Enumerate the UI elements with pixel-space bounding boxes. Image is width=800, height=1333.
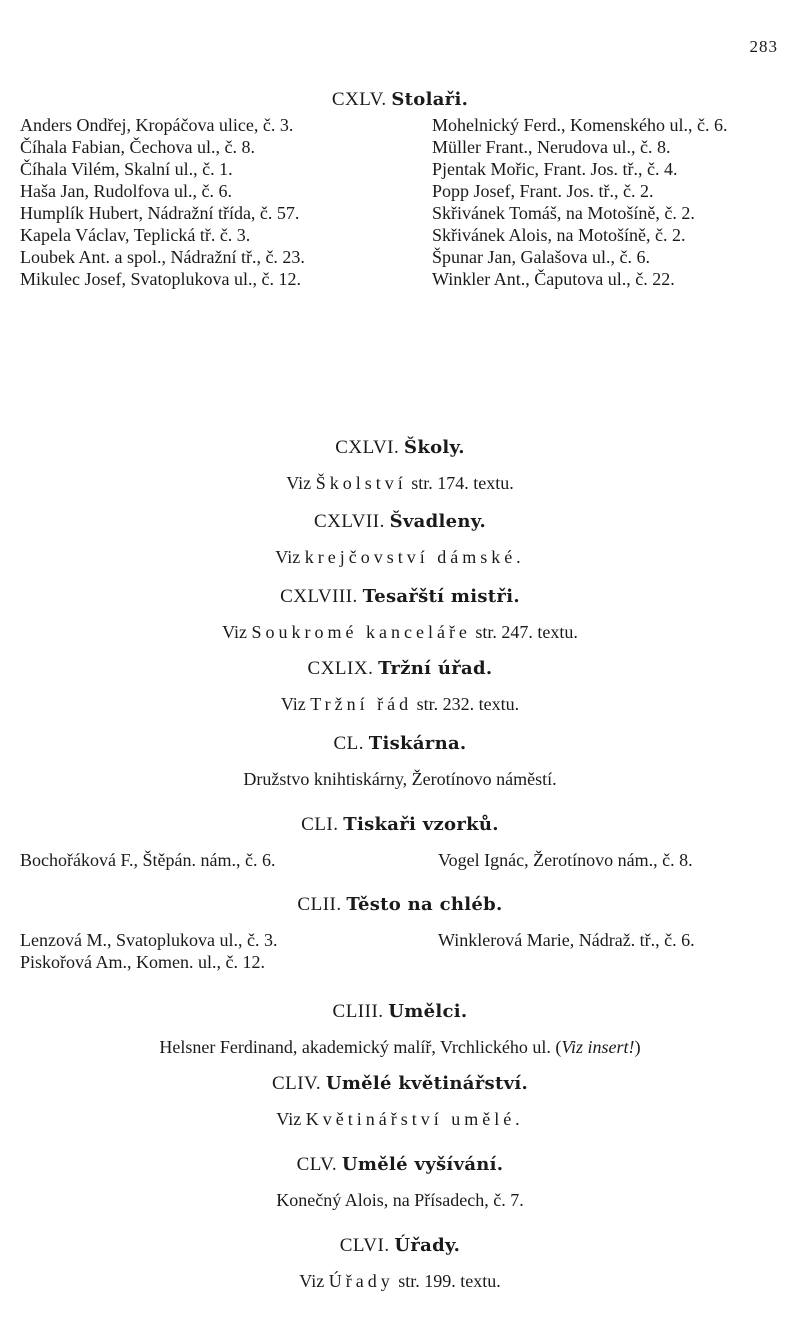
section-stolari	[0, 88, 800, 289]
section-heading	[0, 657, 800, 681]
section-heading	[0, 1234, 800, 1258]
reference-suffix: str. 199. textu.	[398, 1271, 501, 1291]
list-item: Skřivánek Alois, na Motošíně, č. 2.	[432, 225, 686, 245]
section-heading	[0, 1000, 800, 1024]
section-number: CLI.	[301, 814, 339, 835]
reference-prefix: Viz	[276, 1109, 302, 1129]
reference-line	[0, 1270, 800, 1292]
section-title: Stolaři.	[391, 89, 469, 110]
section-heading	[0, 1072, 800, 1096]
section-urady	[0, 1234, 800, 1292]
section-heading	[0, 88, 800, 112]
section-number: CL.	[333, 733, 365, 754]
reference-line	[0, 621, 800, 643]
section-number: CXLVII.	[313, 511, 385, 532]
reference-prefix: Viz	[275, 547, 301, 567]
entries-left-column	[20, 929, 395, 973]
list-item: Piskořová Am., Komen. ul., č. 12.	[20, 952, 265, 972]
section-trzni-urad	[0, 657, 800, 715]
reference-prefix: Viz	[280, 694, 306, 714]
section-number: CXLVIII.	[280, 586, 358, 607]
section-number: CXLVI.	[335, 437, 400, 458]
section-testo-na-chleb	[0, 893, 800, 972]
reference-line	[0, 1108, 800, 1130]
section-heading	[0, 893, 800, 917]
list-item: Loubek Ant. a spol., Nádražní tř., č. 23.	[20, 247, 305, 267]
reference-target: Květinářství umělé.	[305, 1109, 524, 1129]
section-title: Umělci.	[388, 1001, 468, 1022]
section-umele-vysivani	[0, 1153, 800, 1211]
section-number: CLIV.	[271, 1073, 322, 1094]
list-item: Mohelnický Ferd., Komenského ul., č. 6.	[432, 115, 728, 135]
section-tiskari-vzorku	[0, 813, 800, 870]
insert-note: Viz insert!	[561, 1037, 635, 1057]
section-svadleny	[0, 510, 800, 568]
section-number: CLII.	[297, 894, 342, 915]
close-paren: )	[634, 1037, 641, 1057]
section-skoly	[0, 436, 800, 494]
reference-line	[0, 472, 800, 494]
section-number: CLV.	[296, 1154, 338, 1175]
section-title: Umělé květinářství.	[325, 1073, 529, 1094]
list-item: Bochořáková F., Štěpán. nám., č. 6.	[20, 850, 276, 870]
section-title: Tiskaři vzorků.	[343, 814, 499, 835]
list-item: Humplík Hubert, Nádražní třída, č. 57.	[20, 203, 300, 223]
section-title: Švadleny.	[389, 511, 487, 532]
list-item: Popp Josef, Frant. Jos. tř., č. 2.	[432, 181, 654, 201]
section-tiskarna	[0, 732, 800, 790]
section-title: Úřady.	[394, 1235, 461, 1256]
list-item: Číhala Fabian, Čechova ul., č. 8.	[20, 137, 255, 157]
section-number: CLVI.	[339, 1235, 390, 1256]
section-heading	[0, 585, 800, 609]
reference-suffix: str. 247. textu.	[475, 622, 578, 642]
list-item: Müller Frant., Nerudova ul., č. 8.	[432, 137, 671, 157]
section-umelci	[0, 1000, 800, 1058]
list-item: Špunar Jan, Galašova ul., č. 6.	[432, 247, 650, 267]
section-heading	[0, 436, 800, 460]
entry-line: Konečný Alois, na Přísadech, č. 7.	[276, 1190, 524, 1210]
reference-target: krejčovství dámské.	[304, 547, 525, 567]
section-number: CXLV.	[331, 89, 387, 110]
reference-target: Úřady	[328, 1271, 394, 1291]
list-item: Lenzová M., Svatoplukova ul., č. 3.	[20, 930, 278, 950]
reference-target: Tržní řád	[310, 694, 413, 714]
list-item: Pjentak Mořic, Frant. Jos. tř., č. 4.	[432, 159, 678, 179]
list-item: Číhala Vilém, Skalní ul., č. 1.	[20, 159, 233, 179]
entry-line	[0, 1036, 800, 1058]
reference-prefix: Viz	[286, 473, 312, 493]
reference-target: Soukromé kanceláře	[251, 622, 471, 642]
section-title: Tržní úřad.	[378, 658, 493, 679]
list-item: Kapela Václav, Teplická tř. č. 3.	[20, 225, 251, 245]
entry-text: Helsner Ferdinand, akademický malíř, Vrchlického ul. (	[159, 1037, 562, 1057]
section-umele-kvetinarstvi	[0, 1072, 800, 1130]
section-number: CLIII.	[332, 1001, 384, 1022]
reference-suffix: str. 174. textu.	[411, 473, 514, 493]
list-item: Skřivánek Tomáš, na Motošíně, č. 2.	[432, 203, 695, 223]
entries-right-column	[438, 929, 788, 951]
reference-suffix: str. 232. textu.	[416, 694, 520, 714]
list-item: Mikulec Josef, Svatoplukova ul., č. 12.	[20, 269, 301, 289]
list-item: Winkler Ant., Čaputova ul., č. 22.	[432, 269, 675, 289]
section-heading	[0, 813, 800, 837]
entries-right-column	[438, 849, 788, 871]
section-heading	[0, 1153, 800, 1177]
section-tesarsti-mistri	[0, 585, 800, 643]
list-item: Winklerová Marie, Nádraž. tř., č. 6.	[438, 930, 695, 950]
page-number: 283	[749, 37, 778, 56]
section-title: Umělé vyšívání.	[341, 1154, 504, 1175]
list-item: Haša Jan, Rudolfova ul., č. 6.	[20, 181, 232, 201]
section-title: Tesařští mistři.	[362, 586, 520, 607]
reference-prefix: Viz	[222, 622, 247, 642]
list-item: Anders Ondřej, Kropáčova ulice, č. 3.	[20, 115, 294, 135]
entries-left-column	[20, 114, 395, 290]
reference-prefix: Viz	[299, 1271, 325, 1291]
section-heading	[0, 510, 800, 534]
reference-line	[0, 546, 800, 568]
entry-line: Družstvo knihtiskárny, Žerotínovo náměstí.	[243, 769, 557, 789]
section-title: Těsto na chléb.	[346, 894, 503, 915]
reference-target: Školství	[315, 473, 407, 493]
list-item: Vogel Ignác, Žerotínovo nám., č. 8.	[438, 850, 693, 870]
entries-left-column	[20, 849, 395, 871]
section-title: Školy.	[404, 437, 465, 458]
section-heading	[0, 732, 800, 756]
section-number: CXLIX.	[307, 658, 374, 679]
reference-line	[0, 693, 800, 715]
entries-right-column	[432, 114, 787, 290]
section-title: Tiskárna.	[368, 733, 467, 754]
